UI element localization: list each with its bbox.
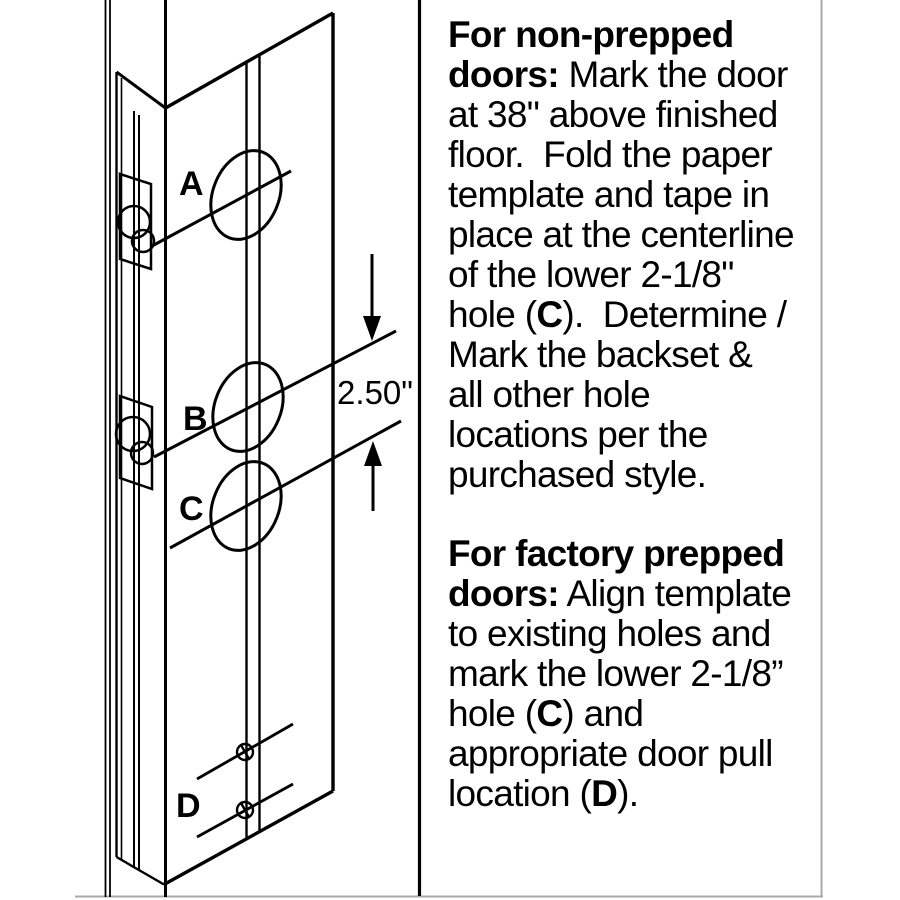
door-front-face [164, 0, 333, 897]
instruction-line: template and tape in [448, 174, 770, 215]
edge-strip-top [117, 72, 166, 108]
instructions-factory-prepped [448, 534, 828, 814]
hole-label-b: B [183, 400, 208, 438]
instruction-line: purchased style. [448, 454, 707, 495]
hole-label-c: C [179, 490, 204, 528]
latch-plate-upper [120, 174, 151, 269]
instruction-line: place at the centerline [448, 214, 794, 255]
instruction-line: For non-prepped [448, 14, 734, 55]
instruction-line: location (D). [448, 773, 639, 814]
dimension-arrow-up-head [364, 441, 382, 466]
instruction-line: all other hole [448, 374, 651, 415]
instruction-line: floor. Fold the paper [448, 134, 772, 175]
instruction-line: at 38" above finished [448, 94, 778, 135]
door-top-edge [166, 13, 334, 108]
edge-strip-bottom [117, 857, 165, 885]
instruction-line: hole (C). Determine / [448, 294, 787, 335]
instruction-line: to existing holes and [448, 613, 771, 654]
instruction-line: mark the lower 2-1/8” [448, 653, 783, 694]
instruction-line: Mark the backset & [448, 334, 753, 375]
instruction-line: locations per the [448, 414, 708, 455]
instructions-non-prepped [448, 15, 828, 495]
instruction-line: hole (C) and [448, 693, 644, 734]
instruction-line: of the lower 2-1/8" [448, 254, 734, 295]
instruction-line: doors: Align template [448, 573, 792, 614]
dimension-label: 2.50" [337, 374, 413, 411]
hole-label-d: D [176, 787, 201, 825]
instruction-line: For factory prepped [448, 533, 785, 574]
instruction-line: doors: Mark the door [448, 54, 788, 95]
hole-label-a: A [179, 165, 204, 203]
dimension-arrow-down-head [363, 316, 381, 341]
instruction-line: appropriate door pull [448, 733, 773, 774]
centerline-c [170, 421, 401, 548]
